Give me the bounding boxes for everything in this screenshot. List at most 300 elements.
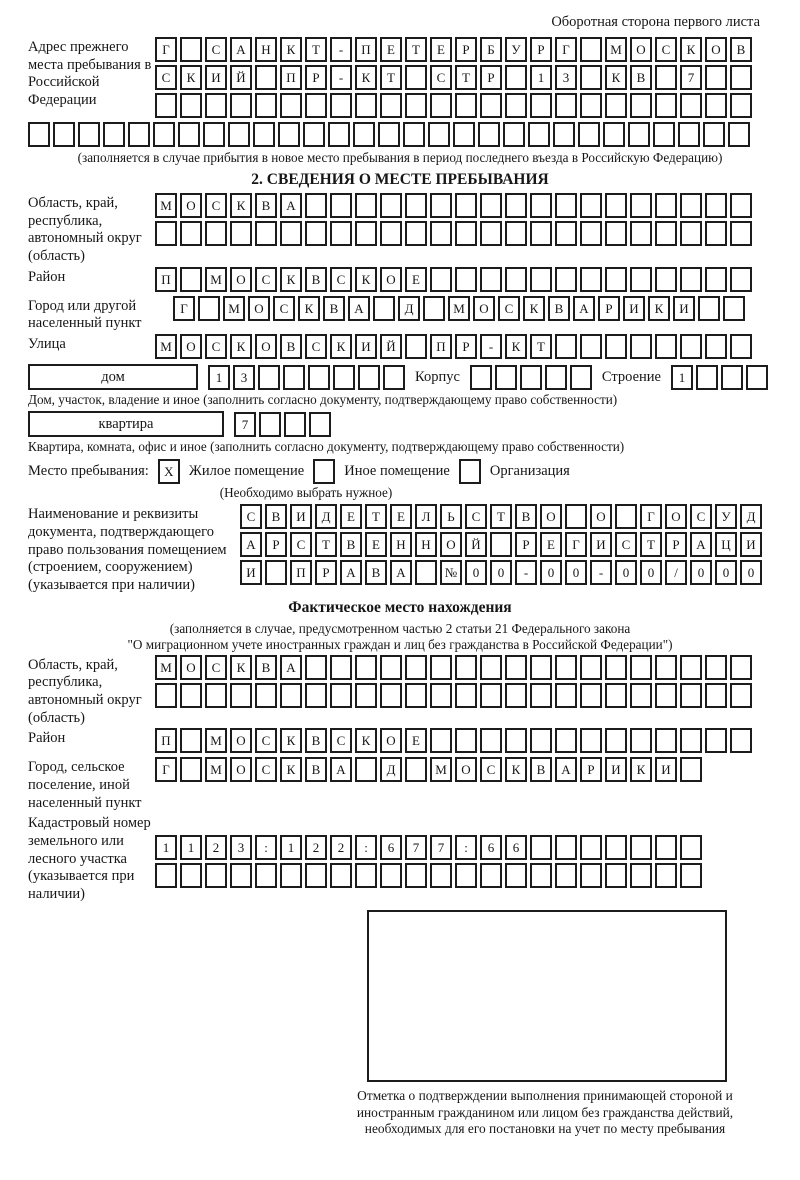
char-cell[interactable]: Р bbox=[455, 334, 477, 359]
char-cell[interactable]: С bbox=[498, 296, 520, 321]
char-cell[interactable]: Е bbox=[405, 267, 427, 292]
char-cell[interactable] bbox=[355, 221, 377, 246]
char-cell[interactable] bbox=[730, 683, 752, 708]
char-cell[interactable] bbox=[430, 93, 452, 118]
char-cell[interactable]: О bbox=[180, 334, 202, 359]
char-cell[interactable]: В bbox=[515, 504, 537, 529]
house-field-box[interactable]: дом bbox=[28, 364, 198, 390]
char-cell[interactable] bbox=[605, 193, 627, 218]
char-cell[interactable]: Т bbox=[530, 334, 552, 359]
char-cell[interactable]: Й bbox=[380, 334, 402, 359]
char-cell[interactable] bbox=[405, 334, 427, 359]
char-cell[interactable]: В bbox=[530, 757, 552, 782]
char-cell[interactable]: П bbox=[155, 728, 177, 753]
char-cell[interactable]: Р bbox=[315, 560, 337, 585]
char-cell[interactable] bbox=[383, 365, 405, 390]
char-cell[interactable] bbox=[705, 655, 727, 680]
char-cell[interactable] bbox=[405, 65, 427, 90]
char-cell[interactable]: К bbox=[355, 267, 377, 292]
char-cell[interactable] bbox=[405, 655, 427, 680]
char-cell[interactable] bbox=[705, 334, 727, 359]
char-cell[interactable] bbox=[555, 93, 577, 118]
char-cell[interactable]: А bbox=[230, 37, 252, 62]
char-cell[interactable] bbox=[230, 221, 252, 246]
char-cell[interactable] bbox=[580, 835, 602, 860]
char-cell[interactable]: Н bbox=[255, 37, 277, 62]
char-cell[interactable] bbox=[405, 193, 427, 218]
char-cell[interactable]: 1 bbox=[280, 835, 302, 860]
char-cell[interactable] bbox=[480, 655, 502, 680]
char-cell[interactable]: И bbox=[655, 757, 677, 782]
char-cell[interactable]: К bbox=[230, 655, 252, 680]
char-cell[interactable] bbox=[284, 412, 306, 437]
char-cell[interactable]: В bbox=[280, 334, 302, 359]
char-cell[interactable] bbox=[305, 193, 327, 218]
char-cell[interactable]: И bbox=[740, 532, 762, 557]
char-cell[interactable]: О bbox=[380, 728, 402, 753]
char-cell[interactable] bbox=[655, 655, 677, 680]
char-cell[interactable]: К bbox=[505, 334, 527, 359]
char-cell[interactable]: 6 bbox=[380, 835, 402, 860]
char-cell[interactable] bbox=[628, 122, 650, 147]
char-cell[interactable]: - bbox=[330, 65, 352, 90]
char-cell[interactable]: М bbox=[205, 267, 227, 292]
char-cell[interactable] bbox=[680, 93, 702, 118]
char-cell[interactable]: В bbox=[630, 65, 652, 90]
char-cell[interactable]: 1 bbox=[180, 835, 202, 860]
char-cell[interactable] bbox=[605, 835, 627, 860]
char-cell[interactable]: В bbox=[265, 504, 287, 529]
char-cell[interactable] bbox=[530, 93, 552, 118]
char-cell[interactable] bbox=[705, 728, 727, 753]
char-cell[interactable] bbox=[580, 863, 602, 888]
char-cell[interactable]: К bbox=[230, 193, 252, 218]
char-cell[interactable]: В bbox=[305, 267, 327, 292]
char-cell[interactable]: П bbox=[155, 267, 177, 292]
char-cell[interactable]: - bbox=[590, 560, 612, 585]
char-cell[interactable] bbox=[330, 863, 352, 888]
char-cell[interactable]: Р bbox=[455, 37, 477, 62]
char-cell[interactable] bbox=[580, 193, 602, 218]
char-cell[interactable] bbox=[680, 863, 702, 888]
char-cell[interactable]: О bbox=[590, 504, 612, 529]
char-cell[interactable]: Г bbox=[155, 757, 177, 782]
char-cell[interactable] bbox=[333, 365, 355, 390]
char-cell[interactable]: 7 bbox=[405, 835, 427, 860]
char-cell[interactable]: Р bbox=[665, 532, 687, 557]
char-cell[interactable] bbox=[430, 728, 452, 753]
char-cell[interactable] bbox=[430, 655, 452, 680]
char-cell[interactable] bbox=[355, 193, 377, 218]
char-cell[interactable] bbox=[330, 655, 352, 680]
char-cell[interactable]: А bbox=[280, 193, 302, 218]
char-cell[interactable]: К bbox=[605, 65, 627, 90]
char-cell[interactable]: С bbox=[273, 296, 295, 321]
char-cell[interactable]: О bbox=[665, 504, 687, 529]
char-cell[interactable] bbox=[603, 122, 625, 147]
char-cell[interactable] bbox=[265, 560, 287, 585]
char-cell[interactable]: 0 bbox=[740, 560, 762, 585]
char-cell[interactable] bbox=[380, 683, 402, 708]
char-cell[interactable] bbox=[205, 221, 227, 246]
char-cell[interactable] bbox=[530, 193, 552, 218]
char-cell[interactable]: К bbox=[680, 37, 702, 62]
char-cell[interactable]: С bbox=[615, 532, 637, 557]
char-cell[interactable] bbox=[730, 655, 752, 680]
char-cell[interactable]: 7 bbox=[430, 835, 452, 860]
char-cell[interactable]: - bbox=[480, 334, 502, 359]
char-cell[interactable] bbox=[505, 221, 527, 246]
char-cell[interactable] bbox=[380, 863, 402, 888]
char-cell[interactable] bbox=[605, 221, 627, 246]
char-cell[interactable] bbox=[415, 560, 437, 585]
char-cell[interactable] bbox=[555, 221, 577, 246]
char-cell[interactable] bbox=[305, 221, 327, 246]
char-cell[interactable] bbox=[730, 65, 752, 90]
char-cell[interactable]: Е bbox=[540, 532, 562, 557]
char-cell[interactable]: И bbox=[240, 560, 262, 585]
char-cell[interactable] bbox=[405, 757, 427, 782]
char-cell[interactable] bbox=[355, 863, 377, 888]
char-cell[interactable] bbox=[430, 863, 452, 888]
char-cell[interactable]: Р bbox=[580, 757, 602, 782]
char-cell[interactable] bbox=[455, 655, 477, 680]
char-cell[interactable]: С bbox=[255, 728, 277, 753]
char-cell[interactable] bbox=[430, 267, 452, 292]
char-cell[interactable] bbox=[555, 728, 577, 753]
char-cell[interactable] bbox=[680, 267, 702, 292]
char-cell[interactable] bbox=[570, 365, 592, 390]
char-cell[interactable]: Р bbox=[480, 65, 502, 90]
char-cell[interactable]: М bbox=[155, 655, 177, 680]
char-cell[interactable]: Е bbox=[405, 728, 427, 753]
char-cell[interactable]: 0 bbox=[690, 560, 712, 585]
char-cell[interactable]: 7 bbox=[680, 65, 702, 90]
char-cell[interactable] bbox=[380, 655, 402, 680]
residential-checkbox[interactable]: X bbox=[158, 459, 180, 484]
char-cell[interactable]: А bbox=[555, 757, 577, 782]
char-cell[interactable] bbox=[380, 193, 402, 218]
char-cell[interactable] bbox=[630, 93, 652, 118]
char-cell[interactable]: О bbox=[180, 193, 202, 218]
char-cell[interactable]: 0 bbox=[640, 560, 662, 585]
char-cell[interactable] bbox=[580, 655, 602, 680]
char-cell[interactable] bbox=[478, 122, 500, 147]
char-cell[interactable] bbox=[503, 122, 525, 147]
char-cell[interactable]: К bbox=[280, 267, 302, 292]
char-cell[interactable]: Т bbox=[380, 65, 402, 90]
char-cell[interactable]: № bbox=[440, 560, 462, 585]
char-cell[interactable]: Т bbox=[315, 532, 337, 557]
char-cell[interactable] bbox=[480, 193, 502, 218]
char-cell[interactable] bbox=[680, 683, 702, 708]
char-cell[interactable] bbox=[530, 221, 552, 246]
char-cell[interactable]: К bbox=[180, 65, 202, 90]
char-cell[interactable] bbox=[430, 683, 452, 708]
char-cell[interactable] bbox=[203, 122, 225, 147]
char-cell[interactable] bbox=[615, 504, 637, 529]
char-cell[interactable]: С bbox=[205, 37, 227, 62]
char-cell[interactable]: Ь bbox=[440, 504, 462, 529]
char-cell[interactable] bbox=[405, 683, 427, 708]
char-cell[interactable]: М bbox=[155, 193, 177, 218]
char-cell[interactable]: Е bbox=[430, 37, 452, 62]
char-cell[interactable] bbox=[155, 863, 177, 888]
char-cell[interactable]: М bbox=[205, 757, 227, 782]
char-cell[interactable] bbox=[705, 267, 727, 292]
char-cell[interactable]: С bbox=[205, 193, 227, 218]
char-cell[interactable]: Т bbox=[365, 504, 387, 529]
char-cell[interactable] bbox=[480, 728, 502, 753]
char-cell[interactable] bbox=[253, 122, 275, 147]
char-cell[interactable]: Й bbox=[230, 65, 252, 90]
char-cell[interactable] bbox=[655, 683, 677, 708]
char-cell[interactable]: 1 bbox=[671, 365, 693, 390]
char-cell[interactable] bbox=[330, 683, 352, 708]
char-cell[interactable]: С bbox=[205, 334, 227, 359]
char-cell[interactable]: О bbox=[230, 728, 252, 753]
char-cell[interactable]: Е bbox=[390, 504, 412, 529]
char-cell[interactable] bbox=[505, 863, 527, 888]
char-cell[interactable]: К bbox=[330, 334, 352, 359]
char-cell[interactable] bbox=[403, 122, 425, 147]
char-cell[interactable] bbox=[530, 835, 552, 860]
char-cell[interactable] bbox=[380, 93, 402, 118]
char-cell[interactable] bbox=[655, 65, 677, 90]
char-cell[interactable]: К bbox=[298, 296, 320, 321]
char-cell[interactable] bbox=[721, 365, 743, 390]
char-cell[interactable]: 6 bbox=[505, 835, 527, 860]
char-cell[interactable]: П bbox=[290, 560, 312, 585]
char-cell[interactable] bbox=[405, 863, 427, 888]
char-cell[interactable] bbox=[578, 122, 600, 147]
char-cell[interactable] bbox=[655, 728, 677, 753]
char-cell[interactable] bbox=[678, 122, 700, 147]
char-cell[interactable] bbox=[730, 267, 752, 292]
char-cell[interactable]: Т bbox=[490, 504, 512, 529]
char-cell[interactable] bbox=[455, 267, 477, 292]
char-cell[interactable]: Е bbox=[380, 37, 402, 62]
char-cell[interactable] bbox=[605, 728, 627, 753]
char-cell[interactable] bbox=[455, 683, 477, 708]
char-cell[interactable]: Р bbox=[598, 296, 620, 321]
char-cell[interactable] bbox=[565, 504, 587, 529]
char-cell[interactable]: Р bbox=[305, 65, 327, 90]
char-cell[interactable] bbox=[703, 122, 725, 147]
char-cell[interactable]: О bbox=[473, 296, 495, 321]
char-cell[interactable]: О bbox=[230, 267, 252, 292]
char-cell[interactable] bbox=[505, 267, 527, 292]
char-cell[interactable]: И bbox=[205, 65, 227, 90]
char-cell[interactable] bbox=[555, 334, 577, 359]
char-cell[interactable]: А bbox=[573, 296, 595, 321]
char-cell[interactable] bbox=[180, 221, 202, 246]
char-cell[interactable]: - bbox=[330, 37, 352, 62]
char-cell[interactable]: В bbox=[365, 560, 387, 585]
char-cell[interactable] bbox=[480, 683, 502, 708]
char-cell[interactable] bbox=[305, 655, 327, 680]
char-cell[interactable] bbox=[605, 267, 627, 292]
other-premise-checkbox[interactable] bbox=[313, 459, 335, 484]
char-cell[interactable]: 0 bbox=[490, 560, 512, 585]
char-cell[interactable] bbox=[655, 334, 677, 359]
char-cell[interactable] bbox=[655, 193, 677, 218]
char-cell[interactable] bbox=[655, 267, 677, 292]
char-cell[interactable] bbox=[505, 93, 527, 118]
char-cell[interactable] bbox=[630, 193, 652, 218]
char-cell[interactable]: В bbox=[340, 532, 362, 557]
char-cell[interactable]: Г bbox=[640, 504, 662, 529]
char-cell[interactable] bbox=[380, 221, 402, 246]
char-cell[interactable] bbox=[283, 365, 305, 390]
char-cell[interactable]: Р bbox=[515, 532, 537, 557]
char-cell[interactable] bbox=[330, 221, 352, 246]
char-cell[interactable]: Т bbox=[305, 37, 327, 62]
char-cell[interactable]: С bbox=[205, 655, 227, 680]
char-cell[interactable] bbox=[480, 863, 502, 888]
char-cell[interactable]: К bbox=[280, 757, 302, 782]
char-cell[interactable]: М bbox=[430, 757, 452, 782]
char-cell[interactable] bbox=[680, 728, 702, 753]
char-cell[interactable]: И bbox=[590, 532, 612, 557]
char-cell[interactable] bbox=[205, 863, 227, 888]
char-cell[interactable]: Ц bbox=[715, 532, 737, 557]
char-cell[interactable] bbox=[180, 267, 202, 292]
char-cell[interactable] bbox=[630, 221, 652, 246]
char-cell[interactable]: О bbox=[380, 267, 402, 292]
char-cell[interactable] bbox=[680, 757, 702, 782]
char-cell[interactable] bbox=[655, 863, 677, 888]
char-cell[interactable]: / bbox=[665, 560, 687, 585]
char-cell[interactable] bbox=[705, 221, 727, 246]
char-cell[interactable] bbox=[180, 757, 202, 782]
char-cell[interactable] bbox=[358, 365, 380, 390]
char-cell[interactable]: 0 bbox=[715, 560, 737, 585]
char-cell[interactable] bbox=[505, 683, 527, 708]
char-cell[interactable] bbox=[28, 122, 50, 147]
char-cell[interactable]: П bbox=[280, 65, 302, 90]
char-cell[interactable]: П bbox=[430, 334, 452, 359]
char-cell[interactable]: Р bbox=[265, 532, 287, 557]
char-cell[interactable] bbox=[308, 365, 330, 390]
char-cell[interactable] bbox=[580, 65, 602, 90]
char-cell[interactable]: О bbox=[180, 655, 202, 680]
char-cell[interactable]: Г bbox=[173, 296, 195, 321]
char-cell[interactable] bbox=[505, 728, 527, 753]
char-cell[interactable] bbox=[180, 683, 202, 708]
char-cell[interactable] bbox=[305, 93, 327, 118]
char-cell[interactable] bbox=[723, 296, 745, 321]
char-cell[interactable]: К bbox=[648, 296, 670, 321]
char-cell[interactable] bbox=[730, 334, 752, 359]
char-cell[interactable] bbox=[330, 93, 352, 118]
char-cell[interactable]: 7 bbox=[234, 412, 256, 437]
char-cell[interactable]: О bbox=[705, 37, 727, 62]
char-cell[interactable] bbox=[655, 835, 677, 860]
char-cell[interactable]: С bbox=[330, 728, 352, 753]
char-cell[interactable] bbox=[455, 728, 477, 753]
organization-checkbox[interactable] bbox=[459, 459, 481, 484]
char-cell[interactable]: : bbox=[355, 835, 377, 860]
char-cell[interactable] bbox=[205, 93, 227, 118]
char-cell[interactable] bbox=[580, 221, 602, 246]
char-cell[interactable]: А bbox=[390, 560, 412, 585]
char-cell[interactable] bbox=[630, 655, 652, 680]
char-cell[interactable]: В bbox=[305, 757, 327, 782]
char-cell[interactable]: С bbox=[480, 757, 502, 782]
char-cell[interactable] bbox=[355, 655, 377, 680]
char-cell[interactable]: - bbox=[515, 560, 537, 585]
char-cell[interactable]: А bbox=[690, 532, 712, 557]
char-cell[interactable] bbox=[305, 683, 327, 708]
char-cell[interactable] bbox=[255, 221, 277, 246]
char-cell[interactable]: С bbox=[255, 267, 277, 292]
char-cell[interactable] bbox=[730, 193, 752, 218]
char-cell[interactable] bbox=[605, 93, 627, 118]
char-cell[interactable] bbox=[605, 863, 627, 888]
char-cell[interactable] bbox=[746, 365, 768, 390]
char-cell[interactable] bbox=[530, 863, 552, 888]
char-cell[interactable] bbox=[180, 37, 202, 62]
char-cell[interactable] bbox=[680, 334, 702, 359]
char-cell[interactable]: Е bbox=[365, 532, 387, 557]
char-cell[interactable] bbox=[705, 93, 727, 118]
char-cell[interactable] bbox=[53, 122, 75, 147]
char-cell[interactable]: 2 bbox=[330, 835, 352, 860]
char-cell[interactable] bbox=[198, 296, 220, 321]
char-cell[interactable]: К bbox=[280, 37, 302, 62]
char-cell[interactable] bbox=[728, 122, 750, 147]
char-cell[interactable] bbox=[696, 365, 718, 390]
char-cell[interactable] bbox=[255, 93, 277, 118]
char-cell[interactable]: О bbox=[230, 757, 252, 782]
char-cell[interactable] bbox=[280, 683, 302, 708]
char-cell[interactable] bbox=[480, 267, 502, 292]
char-cell[interactable] bbox=[505, 65, 527, 90]
char-cell[interactable] bbox=[405, 221, 427, 246]
char-cell[interactable]: С bbox=[465, 504, 487, 529]
char-cell[interactable]: И bbox=[290, 504, 312, 529]
char-cell[interactable] bbox=[180, 728, 202, 753]
char-cell[interactable] bbox=[698, 296, 720, 321]
char-cell[interactable]: С bbox=[290, 532, 312, 557]
char-cell[interactable] bbox=[303, 122, 325, 147]
char-cell[interactable] bbox=[423, 296, 445, 321]
char-cell[interactable]: И bbox=[605, 757, 627, 782]
char-cell[interactable] bbox=[630, 863, 652, 888]
char-cell[interactable] bbox=[78, 122, 100, 147]
char-cell[interactable] bbox=[655, 221, 677, 246]
char-cell[interactable]: Д bbox=[398, 296, 420, 321]
char-cell[interactable]: 0 bbox=[615, 560, 637, 585]
char-cell[interactable]: О bbox=[255, 334, 277, 359]
char-cell[interactable]: Б bbox=[480, 37, 502, 62]
char-cell[interactable] bbox=[530, 655, 552, 680]
char-cell[interactable] bbox=[705, 683, 727, 708]
char-cell[interactable]: У bbox=[715, 504, 737, 529]
char-cell[interactable] bbox=[490, 532, 512, 557]
char-cell[interactable]: С bbox=[430, 65, 452, 90]
char-cell[interactable] bbox=[155, 93, 177, 118]
char-cell[interactable]: В bbox=[323, 296, 345, 321]
char-cell[interactable] bbox=[180, 93, 202, 118]
char-cell[interactable]: В bbox=[255, 655, 277, 680]
char-cell[interactable] bbox=[680, 193, 702, 218]
char-cell[interactable] bbox=[605, 655, 627, 680]
char-cell[interactable] bbox=[480, 221, 502, 246]
char-cell[interactable]: И bbox=[623, 296, 645, 321]
char-cell[interactable]: О bbox=[440, 532, 462, 557]
